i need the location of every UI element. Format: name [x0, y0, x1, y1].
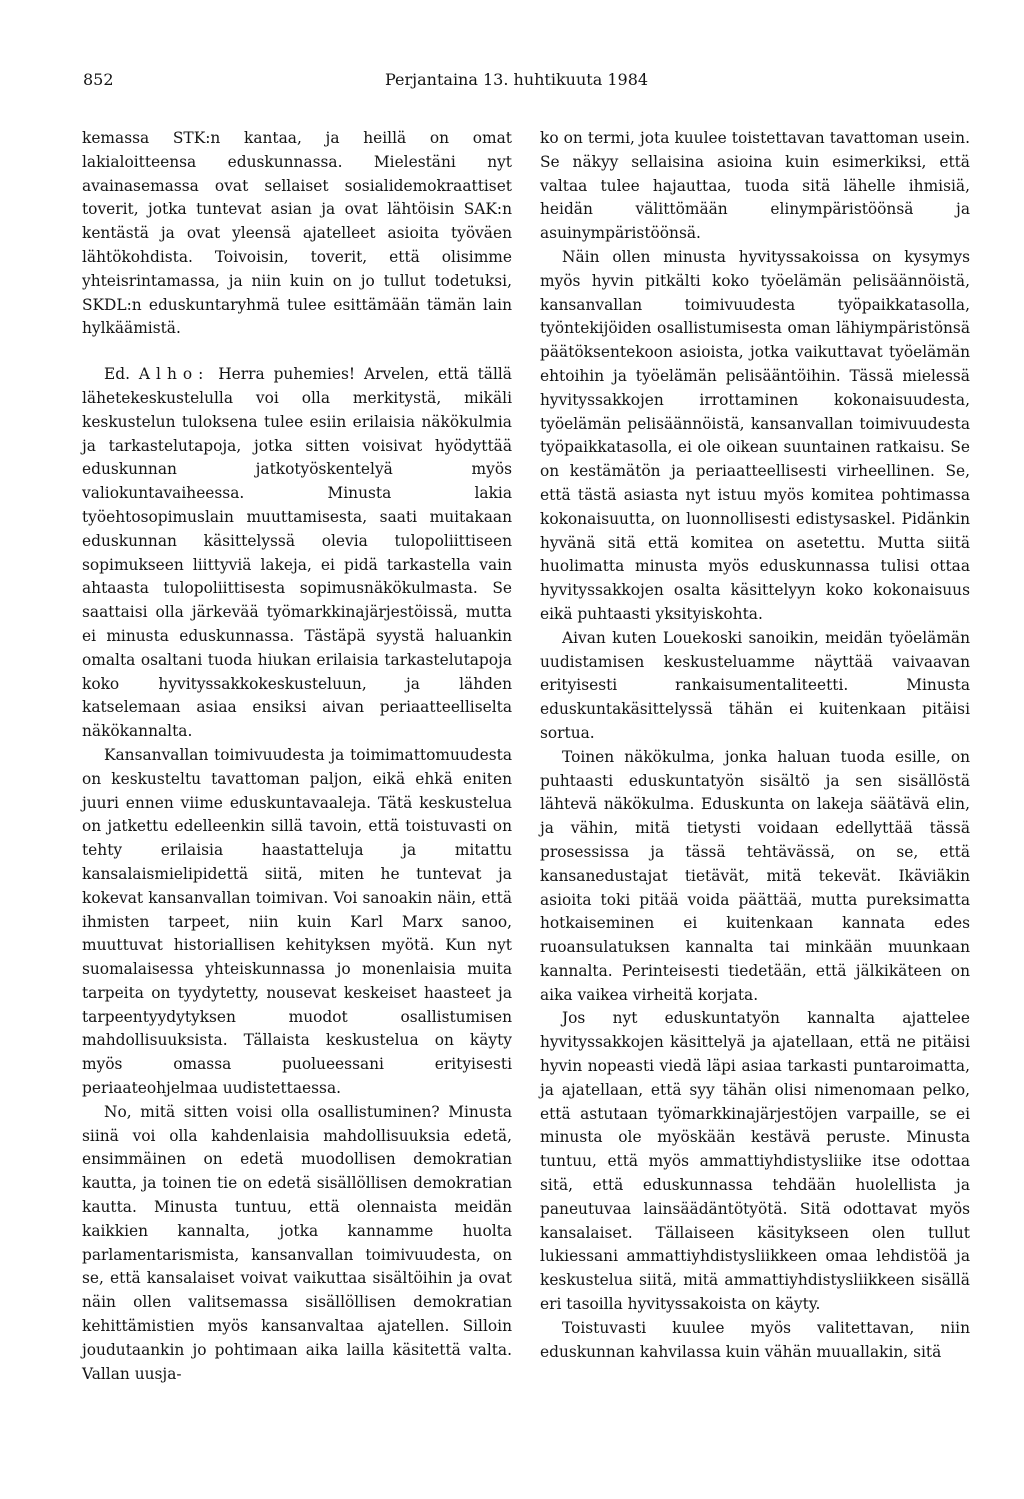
paragraph: Jos nyt eduskuntatyön kannalta ajattelee hyvityssakkojen käsittelyä ja ajatellaan, että ne pitäisi hyvin nopeasti viedä läpi asiaa tarkasti puntaroimatta, ja ajatellaan, että syy tähän olisi nimenomaan pelko, että astutaan työmarkkinajärjestöjen varpaille, se ei minusta ole myöskään kestävä peruste. Minusta tuntuu, että myös ammattiyhdistysliike itse odottaa sitä, että eduskunnassa tehdään huolellista ja paneutuvaa lainsäädäntötyötä. Sitä odottavat myös kansalaiset. Tällaiseen käsitykseen olen tullut lukiessani ammattiyhdistysliikkeen omaa lehdistöä ja keskustelua siitä, mitä ammattiyhdistysliikkeen sisällä eri tasoilla hyvityssakoista on käyty.: [540, 1009, 970, 1314]
speaker-name: Alho:: [138, 365, 210, 384]
right-column: [540, 127, 970, 1364]
paragraph: kemassa STK:n kantaa, ja heillä on omat lakialoitteensa eduskunnassa. Mielestäni nyt avainasemassa ovat sellaiset sosialidemokraattiset toverit, jotka tuntevat asian ja ovat lähtöisin SAK:n kentästä ja ovat yleensä ajatelleet asioita työväen lähtökohdista. Toivoisin, toverit, että olisimme yhteisrintamassa, ja niin kuin on jo tullut todetuksi, SKDL:n eduskuntaryhmä tulee esittämään tämän lain hylkäämistä.: [82, 129, 512, 338]
paragraph: Toinen näkökulma, jonka haluan tuoda esille, on puhtaasti eduskuntatyön sisältö ja sen sisällöstä lähtevä näkökulma. Eduskunta on lakeja säätävä elin, ja vähin, mitä tietysti voidaan edellyttää tässä prosessissa ja tässä tehtävässä, on se, että kansanedustajat tietävät, mitä tekevät. Ikäviäkin asioita toki pitää voida päättää, mutta pureksimatta hotkaiseminen ei kuitenkaan kannata edes ruoansulatuksen kannalta tai minkään muunkaan kannalta. Perinteisesti tiedetään, että jälkikäteen on aika vaikea virheitä korjata.: [540, 747, 970, 1004]
speech-paragraph: [82, 363, 512, 744]
speech-text: Herra puhemies! Arvelen, että tällä lähetekeskustelulla voi olla merkitystä, mikäli keskustelun tuloksena tulee esiin erilaisia näkökulmia ja tarkastelutapoja, jotka sitten voisivat hyödyttää eduskunnan jatkotyöskentelyä myös valiokuntavaiheessa. Minusta lakia työehtosopimuslain muuttamisesta, saati muitakaan eduskunnan käsittelyssä olevia tulopoliittiseen sopimukseen liittyviä lakeja, ei pidä tarkastella vain ahtaasta tulopoliittisesta sopimusnäkökulmasta. Se saattaisi olla järkevää työmarkkinajärjestöissä, mutta ei minusta eduskunnassa. Tästäpä syystä haluankin omalta osaltani tuoda hiukan erilaisia tarkastelutapoja koko hyvityssakkokeskusteluun, ja lähden katselemaan asiaa ensiksi aivan periaatteelliselta näkökannalta.: [82, 365, 512, 741]
speaker-prefix: Ed.: [104, 365, 130, 384]
left-column: [82, 127, 512, 1386]
session-date: Perjantaina 13. huhtikuuta 1984: [385, 70, 649, 89]
running-head: [83, 68, 993, 92]
page-number: 852: [83, 70, 114, 89]
paragraph: Aivan kuten Louekoski sanoikin, meidän työelämän uudistamisen keskusteluamme näyttää vaivaavan erityisesti rankaisumentaliteetti. Minusta eduskuntakäsittelyssä tähän ei kuitenkaan pitäisi sortua.: [540, 628, 970, 742]
paragraph: Näin ollen minusta hyvityssakoissa on kysymys myös hyvin pitkälti koko työelämän pelisäännöistä, kansanvallan toimivuudesta työpaikkatasolla, työntekijöiden osallistumisesta oman lähiympäristönsä päätöksentekoon asioista, jotka vaikuttavat työelämän ehtoihin ja työelämän pelisääntöihin. Tässä mielessä hyvityssakkojen irrottaminen kokonaisuudesta, työelämän pelisäännöistä, kansanvallan toimivuudesta työpaikkatasolla, ei ole oikean suuntainen ratkaisu. Se on kestämätön ja periaatteellisesti virheellinen. Se, että tästä asiasta nyt istuu myös komitea pohtimassa kokonaisuutta, on luonnollisesti edistysaskel. Pidänkin hyvänä sitä että komitea on asetettu. Mutta siitä huolimatta minusta myös eduskunnassa tulisi ottaa hyvityssakkojen osalta käsittelyyn koko kokonaisuus eikä puhtaasti yksityiskohta.: [540, 247, 970, 623]
paragraph: ko on termi, jota kuulee toistettavan tavattoman usein. Se näkyy sellaisina asioina kuin esimerkiksi, että valtaa tulee hajauttaa, tuoda sitä lähelle ihmisiä, heidän välittömään elinympäristöönsä ja asuinympäristöönsä.: [540, 129, 970, 243]
paragraph: No, mitä sitten voisi olla osallistuminen? Minusta siinä voi olla kahdenlaisia mahdollisuuksia edetä, ensimmäinen on edetä muodollisen demokratian kautta, ja toinen tie on edetä sisällöllisen demokratian kautta. Minusta tuntuu, että olennaista meidän kaikkien kannalta, jotka kannamme huolta parlamentarismista, kansanvallan toimivuudesta, on se, että kansalaiset voivat vaikuttaa sisältöihin ja ovat näin ollen valitsemassa sisällöllisen demokratian kehittämistien myös kansanvaltaa ajatellen. Silloin joudutaankin jo pohtimaan aika lailla käsitettä valta. Vallan uusja-: [82, 1102, 512, 1383]
paragraph: Kansanvallan toimivuudesta ja toimimattomuudesta on keskusteltu tavattoman paljon, eikä ehkä eniten juuri ennen viime eduskuntavaaleja. Tätä keskustelua on jatkettu edelleenkin sillä tavoin, että toistuvasti on tehty erilaisia haastatteluja ja mitattu kansalaismielipidettä siitä, miten he tuntevat ja kokevat kansanvallan toimivan. Voi sanoakin näin, että ihmisten tarpeet, niin kuin Karl Marx sanoo, muuttuvat historiallisen kehityksen myötä. Kun nyt suomalaisessa yhteiskunnassa jo monenlaisia muita tarpeita on tyydytetty, nousevat keskeiset haasteet ja tarpeentyydytyksen muodot osallistumisen mahdollisuuksista. Tällaista keskustelua on käyty myös omassa puolueessani erityisesti periaateohjelmaa uudistettaessa.: [82, 745, 512, 1098]
paragraph: Toistuvasti kuulee myös valitettavan, niin eduskunnan kahvilassa kuin vähän muuallakin, sitä: [540, 1318, 970, 1361]
